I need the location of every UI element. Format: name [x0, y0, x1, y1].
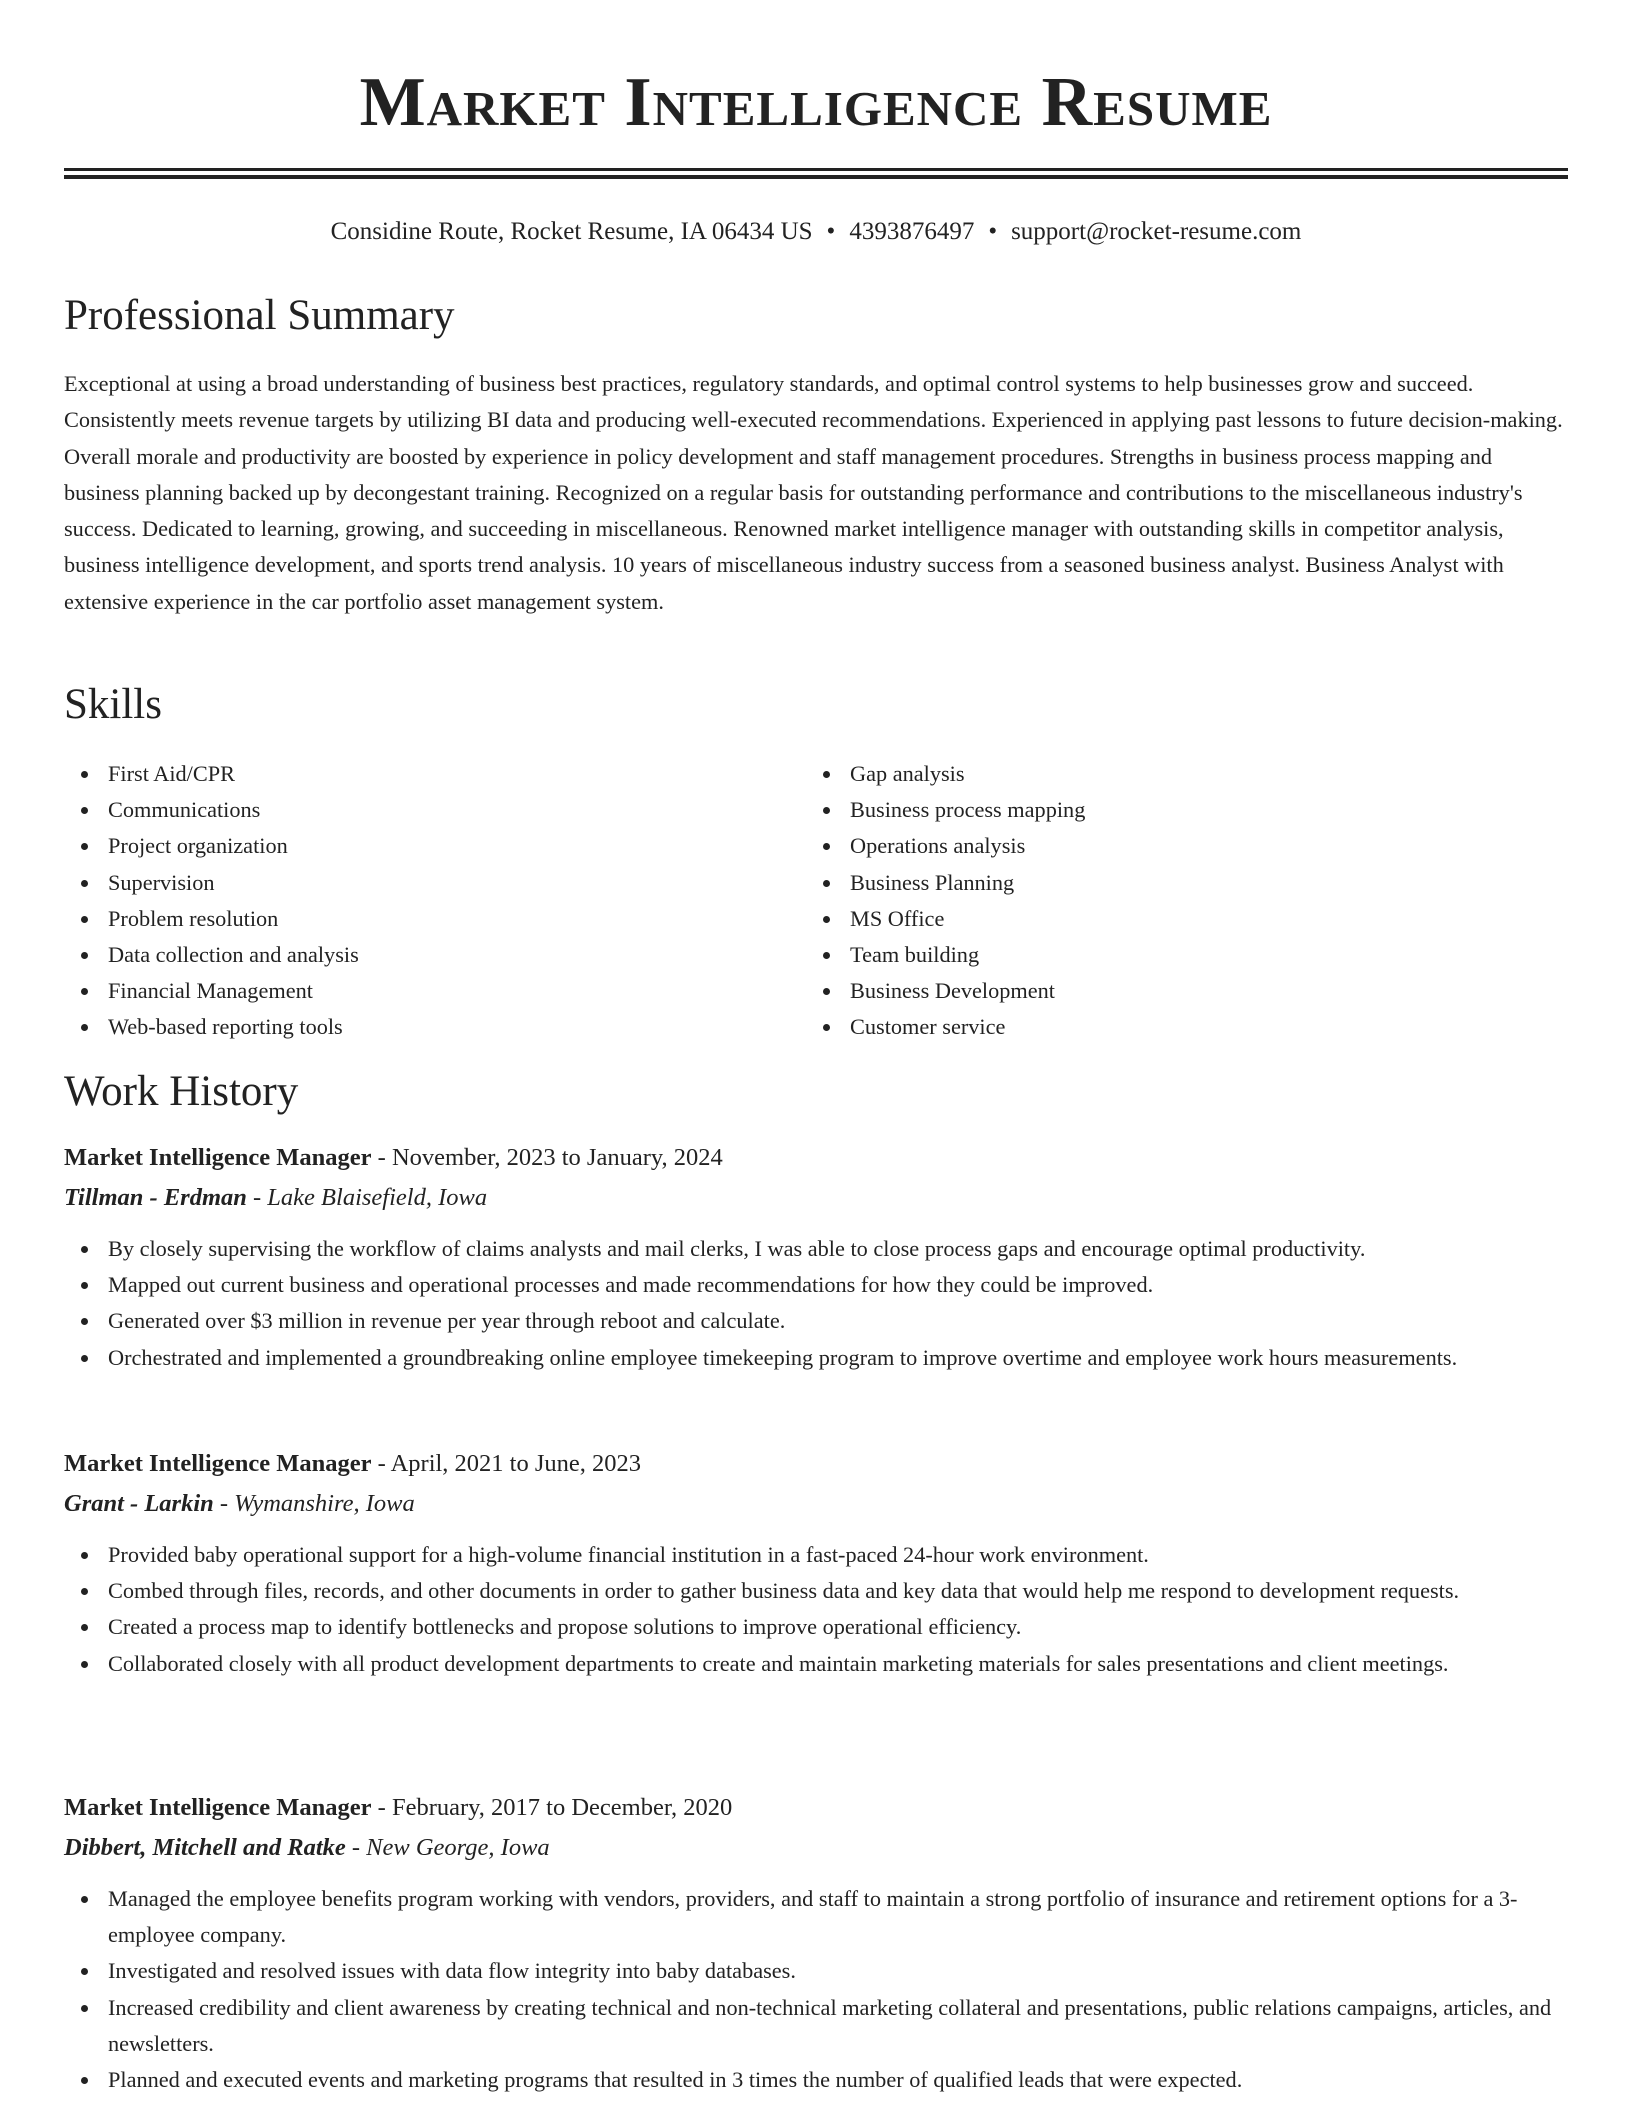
skill-item: Financial Management	[64, 973, 764, 1009]
job-bullet: Managed the employee benefits program working with vendors, providers, and staff to maintain a strong portfolio of insurance and retirement options for a 3-employee company.	[64, 1881, 1568, 1953]
job-bullets	[64, 1231, 1568, 1376]
job-company-line	[64, 1181, 1568, 1215]
skill-item: Project organization	[64, 828, 764, 864]
job-title: Market Intelligence Manager	[64, 1144, 372, 1171]
skill-item: Business Planning	[806, 865, 1506, 901]
job-location: - Lake Blaisefield, Iowa	[253, 1184, 488, 1211]
skills-list-left	[64, 756, 764, 1046]
job-company-line	[64, 1831, 1568, 1865]
skill-item: First Aid/CPR	[64, 756, 764, 792]
contact-phone: 4393876497	[849, 218, 975, 245]
skill-item: Team building	[806, 937, 1506, 973]
job-title: Market Intelligence Manager	[64, 1450, 372, 1477]
job-bullet: Provided baby operational support for a high-volume financial institution in a fast-paced 24-hour work environment.	[64, 1537, 1568, 1573]
skill-item: Web-based reporting tools	[64, 1009, 764, 1045]
job-title-line	[64, 1791, 1568, 1825]
contact-email: support@rocket-resume.com	[1011, 218, 1302, 245]
job-entry	[64, 1791, 1568, 2098]
skill-item: Supervision	[64, 865, 764, 901]
skill-item: Communications	[64, 792, 764, 828]
summary-text: Exceptional at using a broad understanding of business best practices, regulatory standards, and optimal control systems to help businesses grow and succeed. Consistently meets revenue targets by utilizing BI data and producing well-executed recommendations. Experienced in applying past lessons to future decision-making. Overall morale and productivity are boosted by experience in policy development and staff management procedures. Strengths in business process mapping and business planning backed up by decongestant training. Recognized on a regular basis for outstanding performance and contributions to the miscellaneous industry's success. Dedicated to learning, growing, and succeeding in miscellaneous. Renowned market intelligence manager with outstanding skills in competitor analysis, business intelligence development, and sports trend analysis. 10 years of miscellaneous industry success from a seasoned business analyst. Business Analyst with extensive experience in the car portfolio asset management system.	[64, 371, 1563, 614]
job-location: - Wymanshire, Iowa	[219, 1490, 415, 1517]
job-bullets	[64, 1881, 1568, 2098]
skills-list-right	[806, 756, 1506, 1046]
title-divider-thin	[64, 168, 1568, 171]
job-company: Grant - Larkin	[64, 1490, 214, 1517]
contact-line	[64, 215, 1568, 249]
job-bullet: By closely supervising the workflow of claims analysts and mail clerks, I was able to close process gaps and encourage optimal productivity.	[64, 1231, 1568, 1267]
job-entry	[64, 1141, 1568, 1376]
skill-item: MS Office	[806, 901, 1506, 937]
job-title: Market Intelligence Manager	[64, 1794, 372, 1821]
skill-item: Gap analysis	[806, 756, 1506, 792]
job-company: Dibbert, Mitchell and Ratke	[64, 1834, 346, 1861]
job-title-line	[64, 1447, 1568, 1481]
job-bullet: Combed through files, records, and other documents in order to gather business data and key data that would help me respond to development requests.	[64, 1573, 1568, 1609]
job-bullets	[64, 1537, 1568, 1682]
skill-item: Business process mapping	[806, 792, 1506, 828]
job-bullet: Increased credibility and client awareness by creating technical and non-technical marketing collateral and presentations, public relations campaigns, articles, and newsletters.	[64, 1990, 1568, 2062]
job-title-line	[64, 1141, 1568, 1175]
contact-address: Considine Route, Rocket Resume, IA 06434 US	[330, 218, 813, 245]
job-bullet: Investigated and resolved issues with data flow integrity into baby databases.	[64, 1953, 1568, 1989]
job-location: - New George, Iowa	[351, 1834, 550, 1861]
job-dates: - April, 2021 to June, 2023	[377, 1450, 642, 1477]
contact-separator: •	[826, 218, 836, 245]
job-company: Tillman - Erdman	[64, 1184, 247, 1211]
job-bullet: Mapped out current business and operational processes and made recommendations for how they could be improved.	[64, 1267, 1568, 1303]
title-divider-thick	[64, 175, 1568, 179]
job-bullet: Collaborated closely with all product development departments to create and maintain marketing materials for sales presentations and client meetings.	[64, 1646, 1568, 1682]
skill-item: Problem resolution	[64, 901, 764, 937]
job-bullet: Orchestrated and implemented a groundbreaking online employee timekeeping program to improve overtime and employee work hours measurements.	[64, 1340, 1568, 1376]
skill-item: Customer service	[806, 1009, 1506, 1045]
job-bullet: Generated over $3 million in revenue per year through reboot and calculate.	[64, 1303, 1568, 1339]
skill-item: Operations analysis	[806, 828, 1506, 864]
skill-item: Data collection and analysis	[64, 937, 764, 973]
job-company-line	[64, 1487, 1568, 1521]
job-bullet: Created a process map to identify bottlenecks and propose solutions to improve operational efficiency.	[64, 1609, 1568, 1645]
job-entry	[64, 1447, 1568, 1682]
resume-title: Market Intelligence Resume	[359, 64, 1273, 141]
job-dates: - November, 2023 to January, 2024	[377, 1144, 723, 1171]
contact-separator: •	[988, 218, 998, 245]
job-bullet: Planned and executed events and marketing programs that resulted in 3 times the number of qualified leads that were expected.	[64, 2062, 1568, 2098]
work-history-heading: Work History	[64, 1068, 299, 1115]
job-dates: - February, 2017 to December, 2020	[377, 1794, 733, 1821]
summary-heading: Professional Summary	[64, 292, 455, 339]
skill-item: Business Development	[806, 973, 1506, 1009]
skills-heading: Skills	[64, 681, 162, 728]
